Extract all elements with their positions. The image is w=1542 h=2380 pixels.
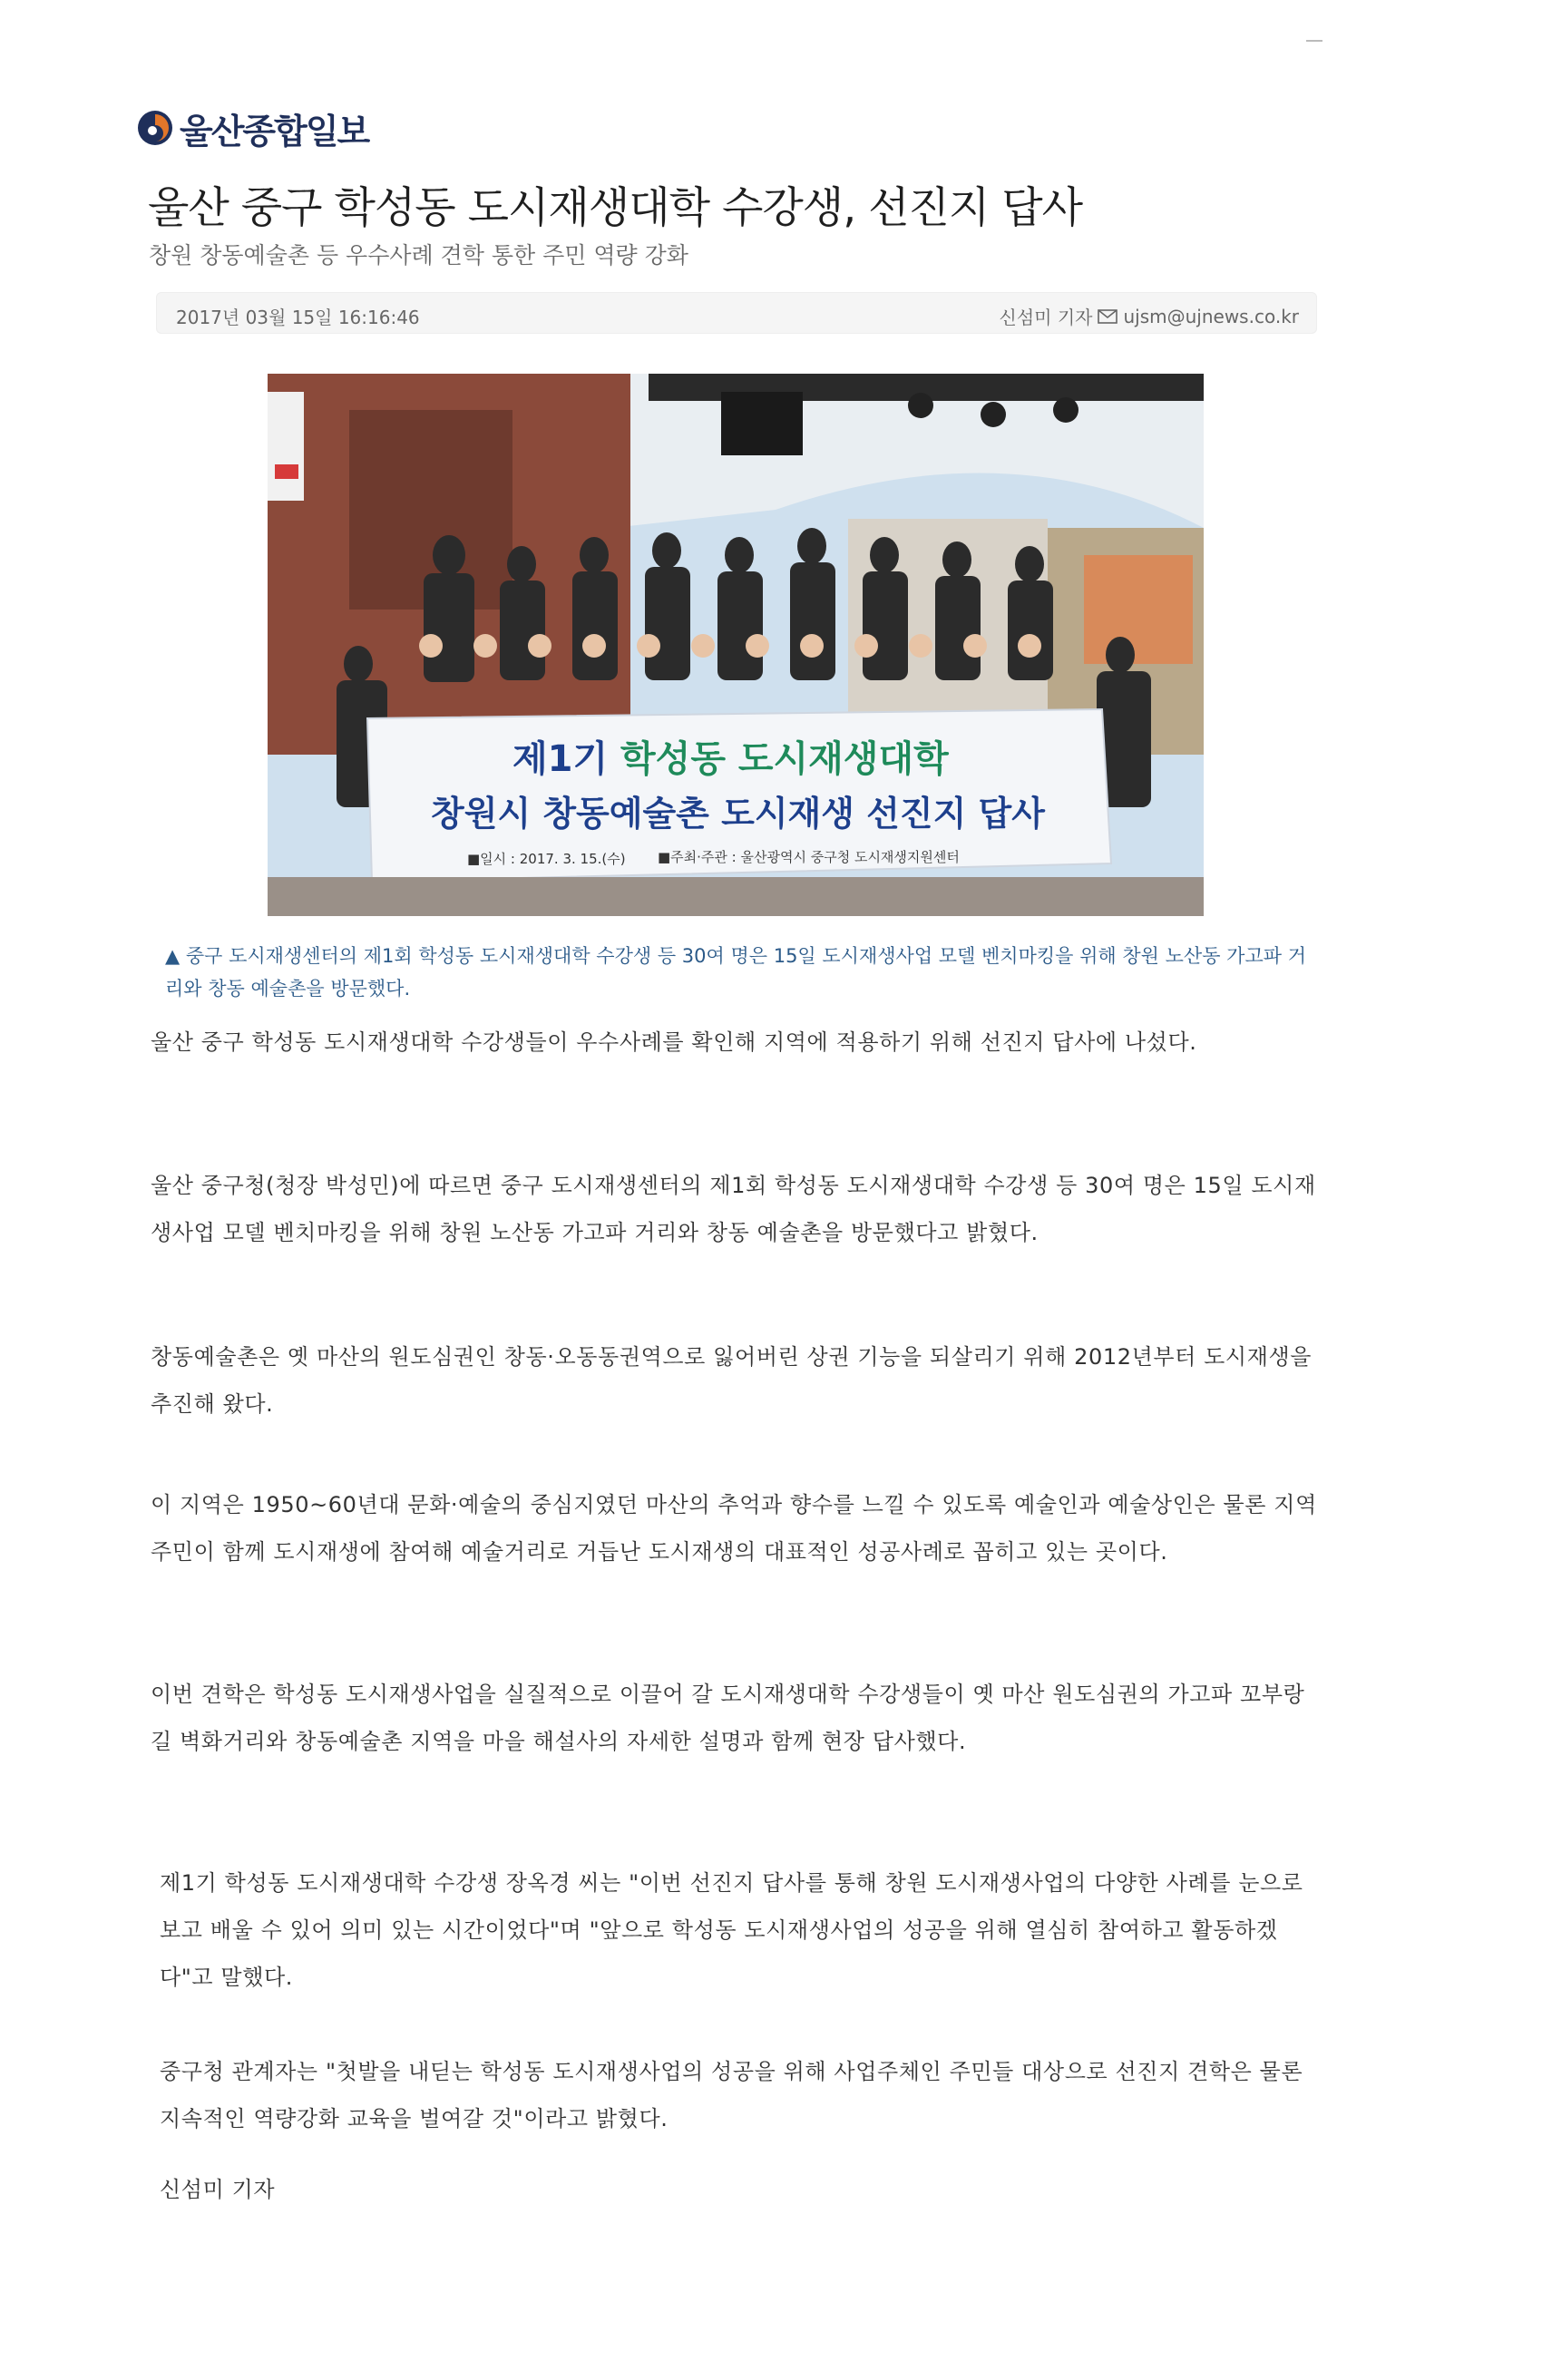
banner-host-note: ■주최·주관 : 울산광역시 중구청 도시재생지원센터 bbox=[658, 849, 960, 865]
article-headline: 울산 중구 학성동 도시재생대학 수강생, 선진지 답사 bbox=[148, 183, 1083, 233]
article-photo bbox=[268, 374, 1204, 916]
top-divider bbox=[1306, 40, 1322, 42]
group-photo-illustration bbox=[268, 374, 1204, 916]
envelope-icon bbox=[1098, 309, 1117, 324]
reporter-email[interactable]: ujsm@ujnews.co.kr bbox=[1123, 305, 1299, 327]
article-paragraph-5: 이번 견학은 학성동 도시재생사업을 실질적으로 이끌어 갈 도시재생대학 수강생들이 옛 마산 원도심권의 가고파 꼬부랑길 벽화거리와 창동예술촌 지역을 마을 해설사의 자세한 설명과 함께 현장 답사했다. bbox=[151, 1682, 1305, 1754]
masthead-logo[interactable] bbox=[136, 107, 368, 149]
article-paragraph-4: 이 지역은 1950~60년대 문화·예술의 중심지였던 마산의 추억과 향수를 느낄 수 있도록 예술인과 예술상인은 물론 지역 주민이 함께 도시재생에 참여해 예술거리로 거듭난 도시재생의 대표적인 성공사례로 꼽히고 있는 곳이다. bbox=[151, 1492, 1317, 1565]
article-subhead: 창원 창동예술촌 등 우수사례 견학 통한 주민 역량 강화 bbox=[149, 242, 688, 268]
article-byline bbox=[1000, 303, 1300, 329]
reporter-name: 신섬미 기자 bbox=[999, 307, 1093, 328]
ujnews-logo-mark-icon bbox=[136, 109, 174, 147]
article-paragraph-6: 제1기 학성동 도시재생대학 수강생 장옥경 씨는 "이번 선진지 답사를 통해 창원 도시재생사업의 다양한 사례를 눈으로 보고 배울 수 있어 의미 있는 시간이었다"며 "앞으로 학성동 도시재생사업의 성공을 위해 열심히 참여하고 활동하겠다"고 말했다. bbox=[160, 1870, 1303, 1990]
banner-date-note: ■일시 : 2017. 3. 15.(수) bbox=[467, 851, 626, 867]
article-paragraph-1: 울산 중구 학성동 도시재생대학 수강생들이 우수사례를 확인해 지역에 적용하기 위해 선진지 답사에 나섰다. bbox=[151, 1029, 1197, 1055]
article-paragraph-2: 울산 중구청(청장 박성민)에 따르면 중구 도시재생센터의 제1회 학성동 도시재생대학 수강생 등 30여 명은 15일 도시재생사업 모델 벤치마킹을 위해 창원 노산동 가고파 거리와 창동 예술촌을 방문했다고 밝혔다. bbox=[151, 1173, 1316, 1245]
banner-title-line1: 제1기 학성동 도시재생대학 bbox=[512, 738, 949, 780]
article-signoff: 신섬미 기자 bbox=[160, 2177, 276, 2202]
photo-caption: ▲ 중구 도시재생센터의 제1회 학성동 도시재생대학 수강생 등 30여 명은 15일 도시재생사업 모델 벤치마킹을 위해 창원 노산동 가고파 거리와 창동 예술촌을 방문했다. bbox=[165, 945, 1306, 1000]
article-paragraph-7: 중구청 관계자는 "첫발을 내딛는 학성동 도시재생사업의 성공을 위해 사업주체인 주민들 대상으로 선진지 견학은 물론 지속적인 역량강화 교육을 벌여갈 것"이라고 밝혔다. bbox=[160, 2059, 1303, 2131]
article-paragraph-3: 창동예술촌은 옛 마산의 원도심권인 창동·오동동권역으로 잃어버린 상권 기능을 되살리기 위해 2012년부터 도시재생을 추진해 왔다. bbox=[151, 1344, 1313, 1417]
masthead-logo-text: 울산종합일보 bbox=[180, 111, 369, 151]
banner-title-line2: 창원시 창동예술촌 도시재생 선진지 답사 bbox=[431, 794, 1045, 834]
article-meta-bar bbox=[156, 292, 1317, 334]
article-datetime: 2017년 03월 15일 16:16:46 bbox=[176, 307, 420, 328]
